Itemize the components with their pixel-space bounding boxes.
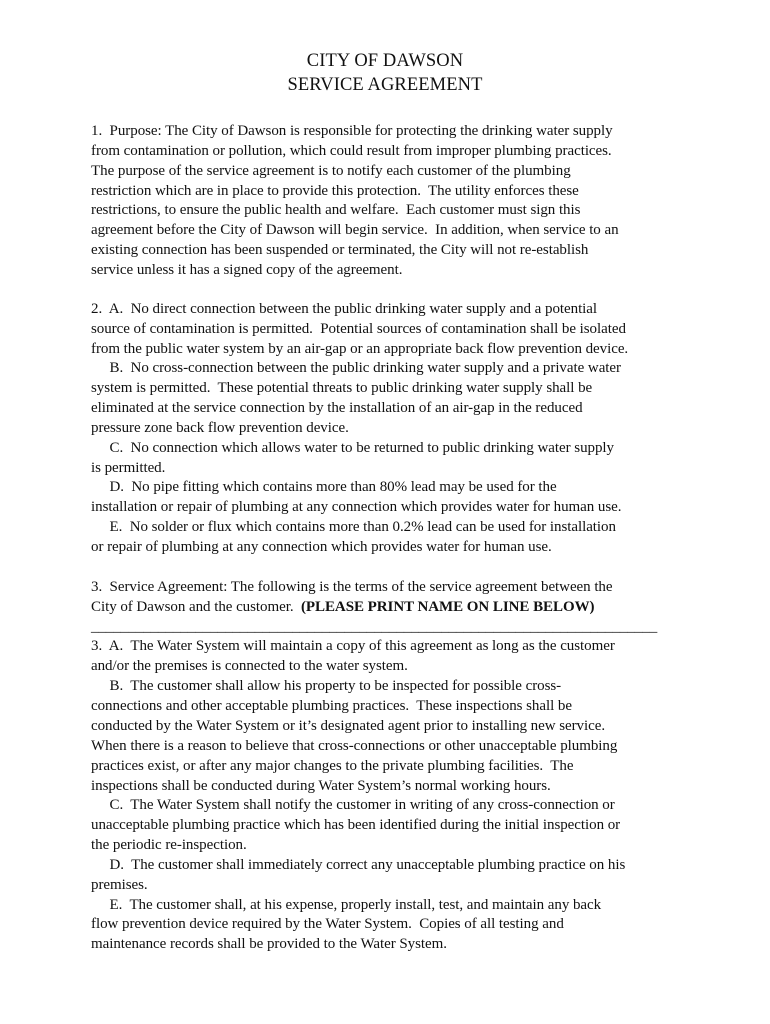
section3-intro-text: City of Dawson and the customer.: [91, 599, 301, 615]
section1-line: 1. Purpose: The City of Dawson is responsible for protecting the drinking water supply: [91, 123, 613, 139]
section2-line: system is permitted. These potential threats to public drinking water supply shall be: [91, 380, 593, 396]
section3-intro-line: 3. Service Agreement: The following is the terms of the service agreement between the: [91, 579, 613, 595]
section3-line: connections and other acceptable plumbing practices. These inspections shall be: [91, 698, 572, 714]
section1-line: from contamination or pollution, which could result from improper plumbing practices.: [91, 143, 612, 159]
section2-line: pressure zone back flow prevention device.: [91, 420, 349, 436]
section3-line: premises.: [91, 877, 148, 893]
section3-line: flow prevention device required by the Water System. Copies of all testing and: [91, 916, 564, 932]
section3-line: When there is a reason to believe that cross-connections or other unacceptable plumbing: [91, 738, 618, 754]
city-heading: CITY OF DAWSON: [306, 51, 464, 71]
section3-line: unacceptable plumbing practice which has been identified during the initial inspection or: [91, 817, 621, 833]
section3-line: maintenance records shall be provided to the Water System.: [91, 936, 447, 952]
section1-line: The purpose of the service agreement is to notify each customer of the plumbing: [91, 163, 571, 179]
section2-line: C. No connection which allows water to be returned to public drinking water supply: [91, 440, 614, 456]
document-title: SERVICE AGREEMENT: [287, 75, 483, 95]
section3-line: practices exist, or after any major changes to the private plumbing facilities. The: [91, 758, 574, 774]
section3-line: 3. A. The Water System will maintain a copy of this agreement as long as the customer: [91, 638, 615, 654]
section2-line: is permitted.: [91, 460, 166, 476]
section2-line: eliminated at the service connection by the installation of an air-gap in the reduced: [91, 400, 583, 416]
customer-name-line[interactable]: ____________________________________________________________________________: [91, 619, 658, 635]
section2-line: E. No solder or flux which contains more than 0.2% lead can be used for installation: [91, 519, 616, 535]
section2-line: or repair of plumbing at any connection which provides water for human use.: [91, 539, 552, 555]
print-name-instruction: (PLEASE PRINT NAME ON LINE BELOW): [300, 599, 595, 615]
section2-line: installation or repair of plumbing at any connection which provides water for human use.: [91, 499, 622, 515]
section3-line: C. The Water System shall notify the customer in writing of any cross-connection or: [91, 797, 615, 813]
section1-line: existing connection has been suspended or terminated, the City will not re-establish: [91, 242, 589, 258]
section2-line: D. No pipe fitting which contains more than 80% lead may be used for the: [91, 479, 557, 495]
section3-line: inspections shall be conducted during Water System’s normal working hours.: [91, 778, 551, 794]
section1-line: restriction which are in place to provide this protection. The utility enforces these: [91, 183, 579, 199]
section1-line: service unless it has a signed copy of the agreement.: [91, 262, 403, 278]
section1-line: restrictions, to ensure the public health and welfare. Each customer must sign this: [91, 202, 581, 218]
section3-line: D. The customer shall immediately correct any unacceptable plumbing practice on his: [91, 857, 626, 873]
section3-line: E. The customer shall, at his expense, properly install, test, and maintain any back: [91, 897, 602, 913]
section2-line: 2. A. No direct connection between the public drinking water supply and a potential: [91, 301, 598, 317]
section2-line: from the public water system by an air-gap or an appropriate back flow prevention device.: [91, 341, 629, 357]
section3-line: B. The customer shall allow his property to be inspected for possible cross-: [91, 678, 562, 694]
section2-line: source of contamination is permitted. Potential sources of contamination shall be isolated: [91, 321, 626, 337]
section3-intro-line: [91, 597, 594, 617]
section1-line: agreement before the City of Dawson will begin service. In addition, when service to an: [91, 222, 619, 238]
section3-line: and/or the premises is connected to the water system.: [91, 658, 408, 674]
section2-line: B. No cross-connection between the public drinking water supply and a private water: [91, 360, 621, 376]
section3-line: the periodic re-inspection.: [91, 837, 247, 853]
section3-line: conducted by the Water System or it’s designated agent prior to installing new service.: [91, 718, 606, 734]
